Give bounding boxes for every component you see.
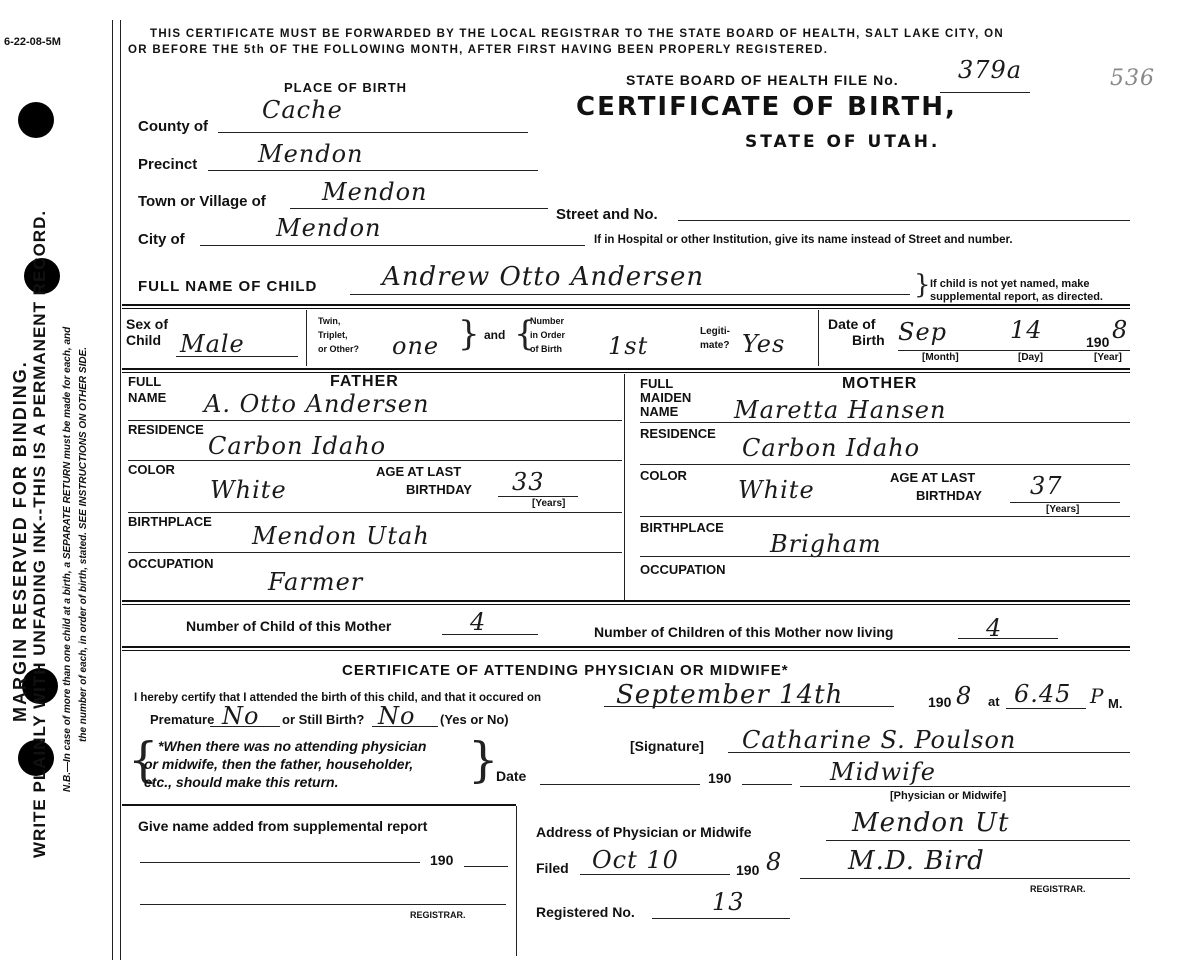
birth-day-value: 14: [1010, 316, 1043, 344]
father-name-label: NAME: [128, 390, 167, 405]
filed-label: Filed: [536, 860, 569, 876]
sex-value: Male: [180, 330, 245, 358]
date-label: Date: [496, 768, 527, 784]
occurred-year-suffix: 8: [956, 682, 973, 710]
time-value: 6.45: [1014, 680, 1072, 708]
twin-brace: }: [458, 314, 480, 354]
child-number-value: 4: [470, 608, 487, 636]
yes-no-label: (Yes or No): [440, 712, 509, 727]
certify-text: I hereby certify that I attended the birth of this child, and that it occured on: [134, 692, 542, 704]
mother-heading: MOTHER: [842, 375, 918, 392]
father-full-label: FULL: [128, 374, 162, 389]
birth-year-suffix: 8: [1112, 316, 1129, 344]
mother-occupation-label: OCCUPATION: [640, 562, 726, 577]
rule-4: [122, 646, 1130, 648]
order-brace: {: [514, 314, 536, 354]
name-note-2: supplemental report, as directed.: [930, 291, 1103, 303]
physician-note-2: or midwife, then the father, householder,: [144, 756, 414, 772]
sex-label-1: Sex of: [126, 316, 169, 332]
father-occupation-value: Farmer: [268, 568, 364, 596]
file-number: 379a: [958, 56, 1023, 84]
town-label: Town or Village of: [138, 193, 266, 210]
filed-registrar: REGISTRAR.: [1030, 884, 1086, 894]
year-label: [Year]: [1094, 352, 1122, 363]
registered-value: 13: [712, 888, 745, 916]
mother-years-label: [Years]: [1046, 504, 1080, 515]
father-color-value: White: [210, 476, 287, 504]
place-of-birth-heading: PLACE OF BIRTH: [284, 80, 408, 95]
sex-label-2: Child: [126, 332, 161, 348]
order-label-2: in Order: [530, 330, 566, 340]
rule-2: [122, 368, 1130, 370]
at-label: at: [988, 694, 1000, 709]
file-label: STATE BOARD OF HEALTH FILE No.: [626, 72, 899, 88]
physician-title-label: [Physician or Midwife]: [890, 790, 1007, 802]
filed-value: Oct 10: [592, 846, 679, 874]
order-label-3: of Birth: [530, 344, 562, 354]
child-name-value: Andrew Otto Andersen: [382, 262, 705, 292]
note-brace-left: {: [128, 732, 159, 788]
county-label: County of: [138, 118, 208, 135]
mother-color-value: White: [738, 476, 815, 504]
mother-full-label: FULL: [640, 376, 674, 391]
supplemental-registrar: REGISTRAR.: [410, 910, 466, 920]
legitimate-value: Yes: [742, 330, 786, 358]
mother-residence-label: RESIDENCE: [640, 426, 716, 441]
filed-year-suffix: 8: [766, 848, 783, 876]
father-residence-label: RESIDENCE: [128, 422, 204, 437]
parents-divider: [624, 374, 625, 600]
mother-age-value: 37: [1030, 472, 1063, 500]
premature-label: Premature: [150, 712, 215, 727]
m-label: M.: [1108, 696, 1123, 711]
occurred-year-prefix: 190: [928, 694, 952, 710]
certificate-title: CERTIFICATE OF BIRTH,: [576, 92, 957, 122]
corner-number: 536: [1110, 66, 1155, 91]
still-birth-label: or Still Birth?: [282, 712, 365, 727]
date-190: 190: [708, 770, 732, 786]
margin-note-2: the number of each, in order of birth, stated. SEE INSTRUCTIONS ON OTHER SIDE.: [78, 346, 89, 742]
mother-age-label-2: BIRTHDAY: [916, 488, 982, 503]
signature-value: Catharine S. Poulson: [742, 726, 1017, 754]
occurred-date-value: September 14th: [616, 680, 844, 710]
note-brace-right: }: [468, 732, 499, 788]
street-label: Street and No.: [556, 206, 658, 223]
county-value: Cache: [262, 96, 343, 124]
father-age-value: 33: [512, 468, 545, 496]
mother-birthplace-label: BIRTHPLACE: [640, 520, 724, 535]
registered-label: Registered No.: [536, 904, 635, 920]
and-label: and: [484, 328, 506, 342]
registrar-signature: M.D. Bird: [848, 846, 985, 876]
father-occupation-label: OCCUPATION: [128, 556, 214, 571]
month-label: [Month]: [922, 352, 959, 363]
legitimate-label-1: Legiti-: [700, 326, 730, 337]
rule-1: [122, 304, 1130, 306]
legitimate-label-2: mate?: [700, 340, 730, 351]
state-title: STATE OF UTAH.: [745, 132, 941, 152]
name-note-1: If child is not yet named, make: [930, 278, 1090, 290]
twin-label-2: Triplet,: [318, 330, 348, 340]
binding-text: WRITE PLAINLY WITH UNFADING INK--THIS IS A PERMANENT RECORD.: [30, 209, 49, 858]
day-label: [Day]: [1018, 352, 1044, 363]
twin-label-1: Twin,: [318, 316, 341, 326]
premature-value: No: [222, 702, 260, 730]
physician-note-3: etc., should make this return.: [144, 774, 339, 790]
filed-year-prefix: 190: [736, 862, 760, 878]
father-residence-value: Carbon Idaho: [208, 432, 387, 460]
supplemental-190: 190: [430, 852, 454, 868]
father-birthplace-value: Mendon Utah: [252, 522, 430, 550]
mother-birthplace-value: Brigham: [770, 530, 882, 558]
physician-heading: CERTIFICATE OF ATTENDING PHYSICIAN OR MIDWIFE*: [342, 662, 789, 679]
header-notice-1: THIS CERTIFICATE MUST BE FORWARDED BY THE LOCAL REGISTRAR TO THE STATE BOARD OF HEALTH, SALT LAKE CITY, ON: [150, 28, 1004, 40]
city-value: Mendon: [276, 214, 382, 242]
precinct-value: Mendon: [258, 140, 364, 168]
father-years-label: [Years]: [532, 498, 566, 509]
living-value: 4: [986, 614, 1003, 642]
mother-color-label: COLOR: [640, 468, 687, 483]
child-number-label: Number of Child of this Mother: [186, 618, 392, 634]
twin-value: one: [392, 332, 440, 360]
form-code: 6-22-08-5M: [4, 36, 61, 48]
signature-label: [Signature]: [630, 738, 704, 754]
child-name-label: FULL NAME OF CHILD: [138, 278, 318, 295]
order-label-1: Number: [530, 316, 565, 326]
footer-divider: [516, 806, 517, 956]
address-label: Address of Physician or Midwife: [536, 824, 752, 840]
mother-age-label-1: AGE AT LAST: [890, 470, 976, 485]
margin-rule-2: [120, 20, 121, 960]
hospital-note: If in Hospital or other Institution, give its name instead of Street and number.: [594, 234, 1013, 246]
punch-hole-top: [18, 102, 54, 138]
father-age-label-1: AGE AT LAST: [376, 464, 462, 479]
margin-rule: [112, 20, 113, 960]
date-label-1: Date of: [828, 316, 876, 332]
precinct-label: Precinct: [138, 156, 198, 173]
address-value: Mendon Ut: [852, 808, 1010, 838]
date-label-2: Birth: [852, 332, 885, 348]
birth-month-value: Sep: [898, 318, 948, 346]
rule-3: [122, 600, 1130, 602]
town-value: Mendon: [322, 178, 428, 206]
father-birthplace-label: BIRTHPLACE: [128, 514, 212, 529]
header-notice-2: OR BEFORE THE 5th OF THE FOLLOWING MONTH, AFTER FIRST HAVING BEEN PROPERLY REGISTERED.: [128, 44, 829, 56]
father-name-value: A. Otto Andersen: [204, 390, 430, 418]
mother-name-label: NAME: [640, 404, 679, 419]
physician-title-value: Midwife: [830, 758, 936, 786]
ampm-value: P: [1090, 684, 1105, 708]
order-value: 1st: [608, 332, 649, 360]
birth-year-prefix: 190: [1086, 334, 1110, 350]
margin-text: MARGIN RESERVED FOR BINDING.: [10, 360, 30, 722]
still-birth-value: No: [378, 702, 416, 730]
supplemental-label: Give name added from supplemental report: [138, 818, 428, 834]
city-label: City of: [138, 231, 185, 248]
physician-note-1: *When there was no attending physician: [158, 738, 427, 754]
mother-residence-value: Carbon Idaho: [742, 434, 921, 462]
father-heading: FATHER: [330, 373, 399, 390]
mother-name-value: Maretta Hansen: [734, 396, 947, 424]
living-label: Number of Children of this Mother now living: [594, 624, 894, 640]
mother-maiden-label: MAIDEN: [640, 390, 692, 405]
father-color-label: COLOR: [128, 462, 175, 477]
father-age-label-2: BIRTHDAY: [406, 482, 472, 497]
twin-label-3: or Other?: [318, 344, 360, 354]
margin-note: N.B.—In case of more than one child at a birth, a SEPARATE RETURN must be made for each, and: [62, 326, 73, 792]
rule-5: [122, 804, 516, 806]
name-note-brace: }: [914, 270, 931, 300]
